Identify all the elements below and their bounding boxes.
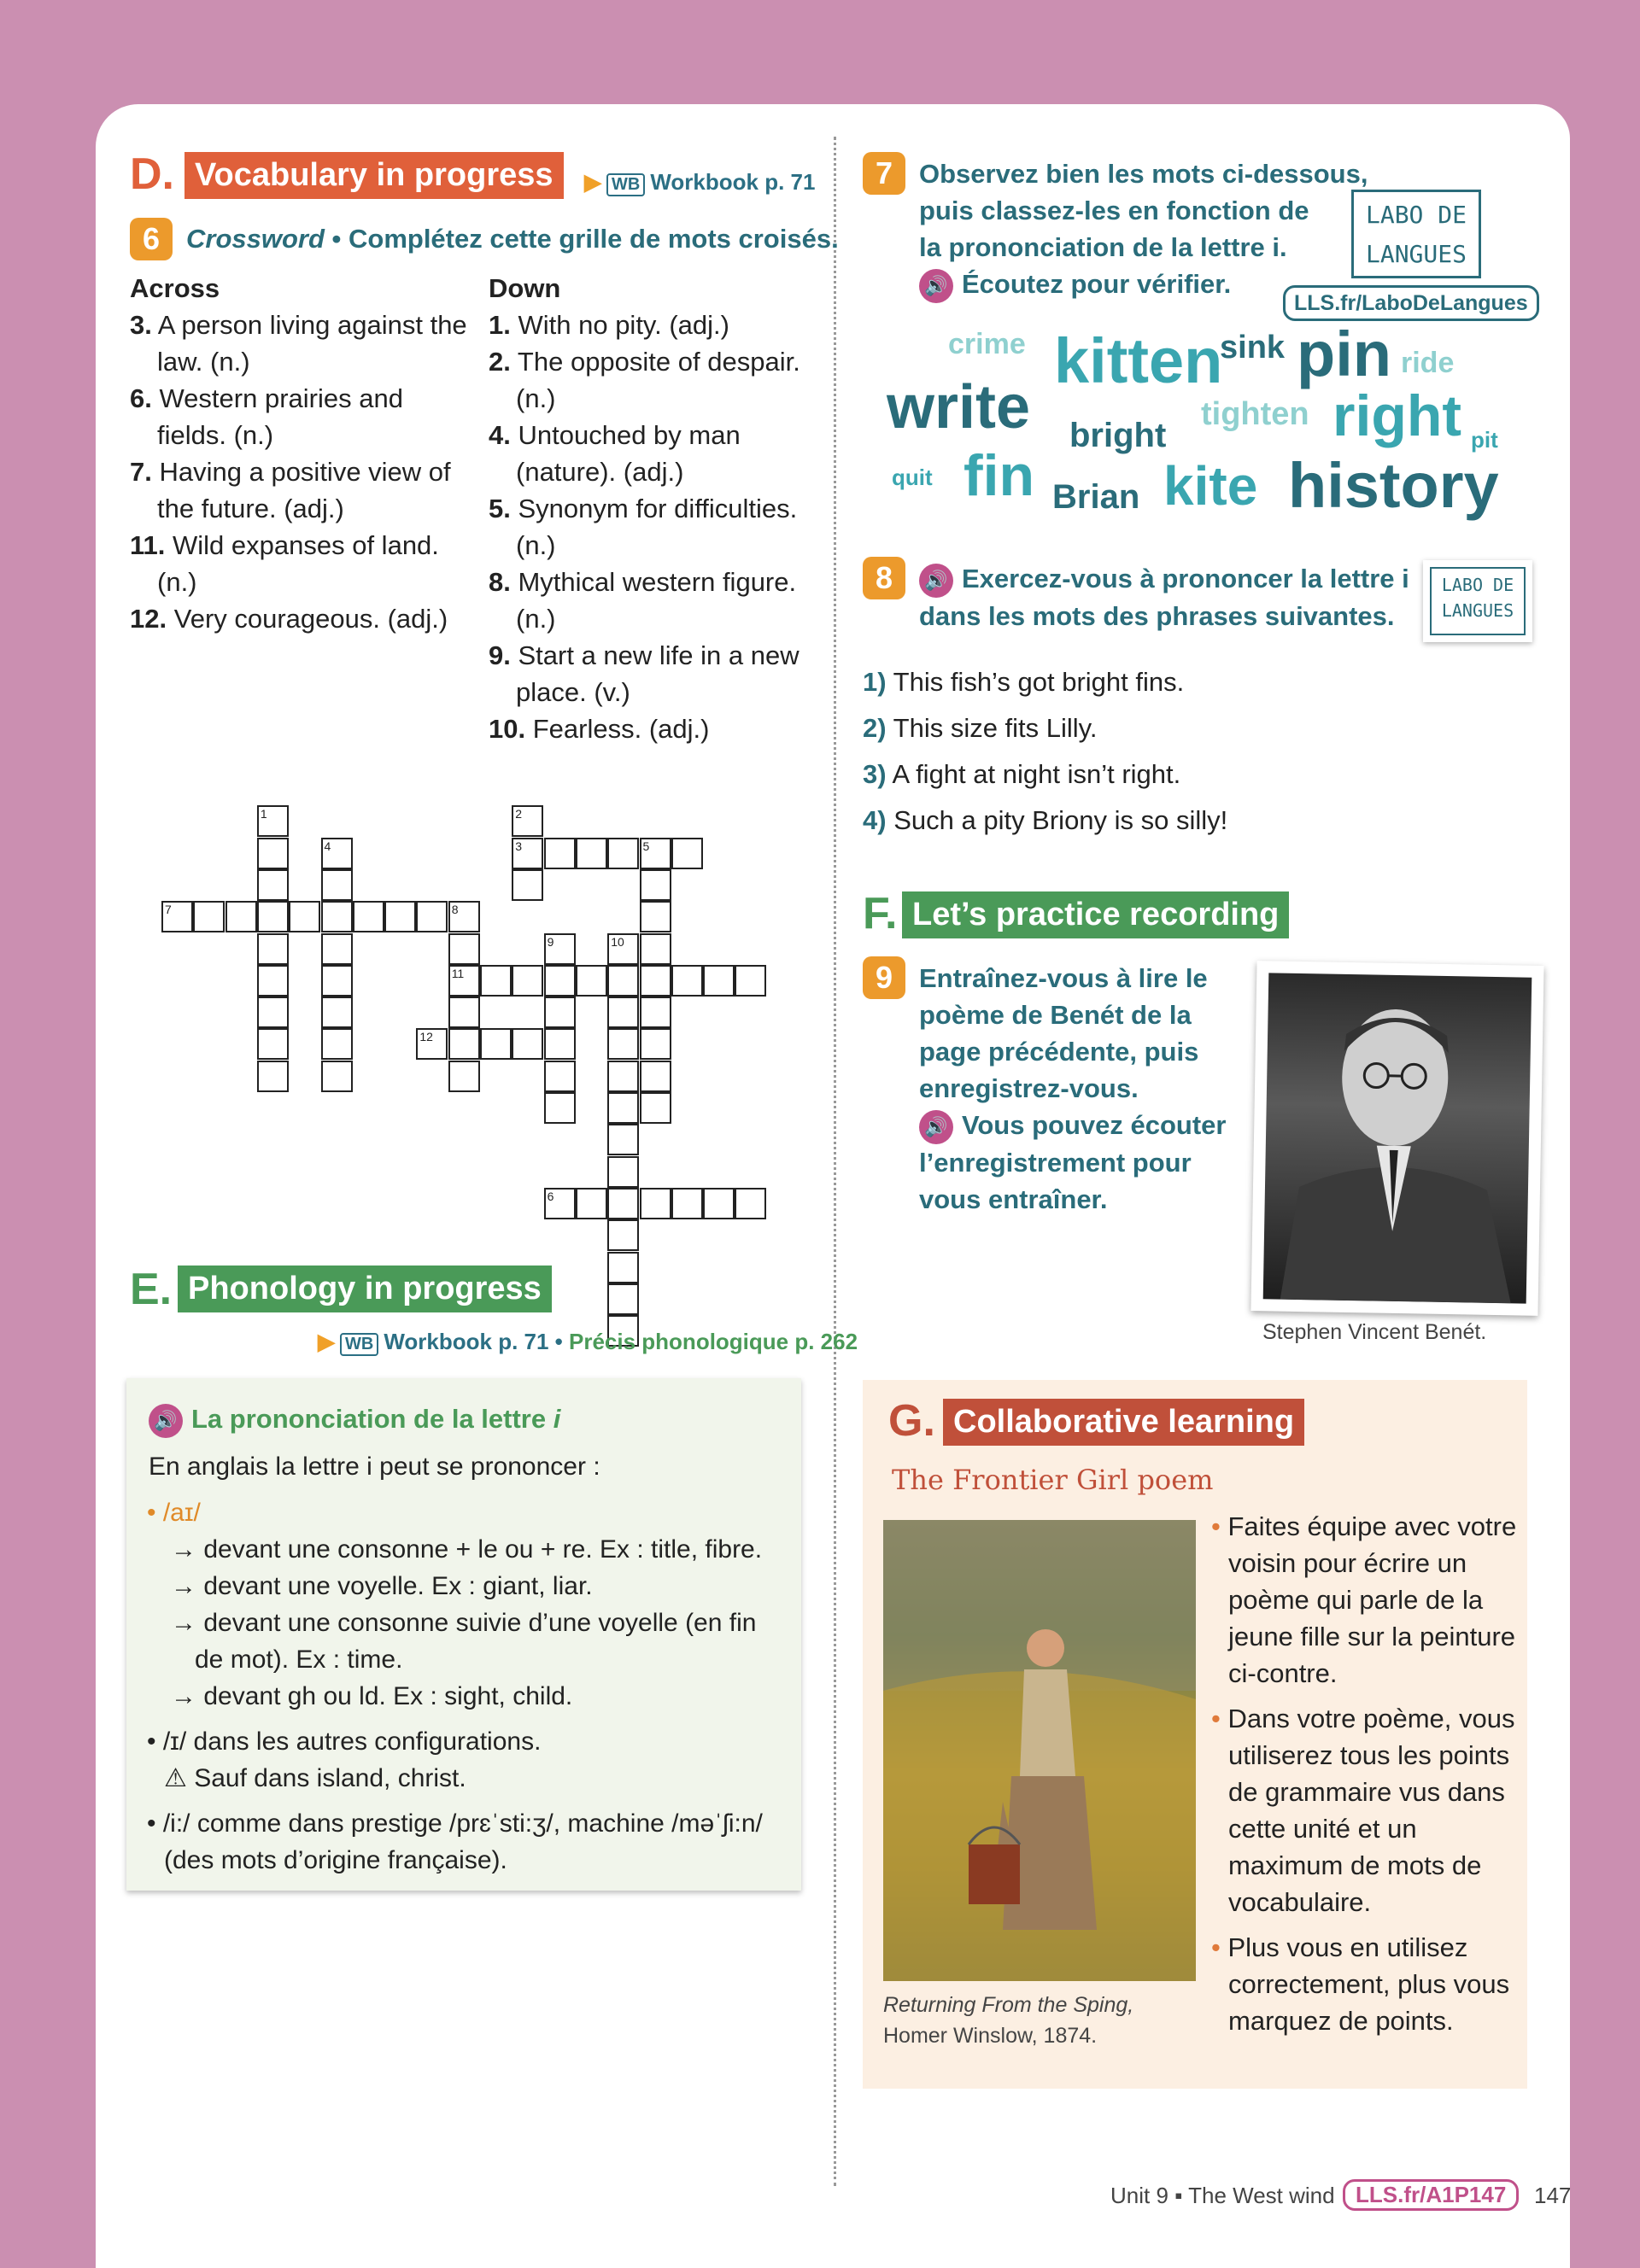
crossword-cell[interactable] (321, 1061, 353, 1092)
crossword-number: 12 (419, 1030, 433, 1044)
rule-ai: • /aɪ/ (147, 1499, 201, 1527)
crossword-cell[interactable] (607, 1252, 639, 1283)
rule-ai-4: → devant gh ou ld. Ex : sight, child. (171, 1682, 573, 1710)
crossword-cell[interactable] (544, 838, 576, 869)
word-tighten: tighten (1201, 396, 1309, 432)
crossword-cell[interactable] (607, 1219, 639, 1251)
crossword-cell[interactable] (671, 965, 703, 997)
crossword-cell[interactable] (321, 933, 353, 965)
crossword-cell[interactable] (671, 838, 703, 869)
rule-ai-1: → devant une consonne + le ou + re. Ex : title, fibre. (171, 1535, 763, 1564)
crossword-cell[interactable] (640, 1061, 671, 1092)
section-d-title: Vocabulary in progress (184, 152, 564, 199)
instruction-bullet-3: • Plus vous en utilisez correctement, plus vous marquez de points. (1211, 1932, 1510, 2036)
word-quit: quit (892, 465, 933, 490)
speaker-icon[interactable]: 🔊 (919, 1110, 953, 1144)
phonology-rules (147, 1494, 779, 1879)
exercise-7-instruction: Observez bien les mots ci-dessous, puis classez-les en fonction de la prononciation de la lettre i. 🔊 Écoutez pour vérifier. (919, 155, 1368, 303)
crossword-cell[interactable] (544, 965, 576, 997)
word-sink: sink (1220, 330, 1286, 365)
crossword-cell[interactable] (703, 1188, 735, 1219)
exercise-8-sentences (863, 659, 1227, 844)
crossword-number: 11 (451, 966, 465, 980)
footer-link[interactable]: LLS.fr/A1P147 (1343, 2179, 1519, 2211)
sentence-1: 1) This fish’s got bright fins. (863, 667, 1185, 697)
workbook-icon: WB (606, 173, 645, 196)
crossword-cell[interactable] (640, 869, 671, 901)
rule-i-short: • /ɪ/ dans les autres configurations. (147, 1727, 542, 1756)
section-g-title: Collaborative learning (943, 1399, 1304, 1446)
rule-ai-2: → devant une voyelle. Ex : giant, liar. (171, 1572, 593, 1600)
crossword-cell[interactable] (257, 965, 289, 997)
crossword-number: 1 (260, 807, 267, 821)
labo-link[interactable]: LLS.fr/LaboDeLangues (1283, 285, 1539, 321)
sentence-2: 2) This size fits Lilly. (863, 713, 1098, 743)
across-header: Across (130, 273, 220, 303)
word-write: write (887, 373, 1031, 441)
clue-down-8: 8. Mythical western figure. (n.) (489, 567, 797, 634)
section-f-title: Let’s practice recording (902, 891, 1289, 938)
crossword-cell[interactable] (448, 1061, 480, 1092)
crossword-cell[interactable] (257, 1061, 289, 1092)
crossword-number: 5 (642, 839, 650, 853)
crossword-cell[interactable] (353, 901, 384, 932)
crossword-cell[interactable] (607, 965, 639, 997)
crossword-cell[interactable] (640, 933, 671, 965)
crossword-cell[interactable] (607, 1283, 639, 1315)
crossword-cell[interactable] (257, 933, 289, 965)
labo-de-langues-logo: LABO DE LANGUES (1351, 190, 1481, 278)
crossword-cell[interactable] (448, 1028, 480, 1060)
crossword-cell[interactable] (257, 901, 289, 932)
clue-across-3: 3. A person living against the law. (n.) (130, 310, 467, 377)
clue-across-11: 11. Wild expanses of land. (n.) (130, 530, 439, 597)
portrait-photo (1250, 961, 1543, 1316)
workbook-link-d[interactable]: ▶ WB Workbook p. 71 (584, 169, 816, 195)
rule-exception: ⚠ Sauf dans island, christ. (164, 1764, 466, 1792)
section-g-letter: G. (888, 1396, 935, 1446)
crossword-number: 2 (515, 807, 523, 821)
crossword-cell[interactable] (640, 965, 671, 997)
crossword-cell[interactable] (321, 1028, 353, 1060)
crossword-cell[interactable] (671, 1188, 703, 1219)
down-clues (489, 270, 813, 747)
section-e-title: Phonology in progress (178, 1266, 552, 1312)
speaker-icon[interactable]: 🔊 (919, 269, 953, 303)
play-triangle-icon: ▶ (318, 1329, 335, 1354)
crossword-cell[interactable] (544, 1092, 576, 1124)
phonology-box-title: 🔊 La prononciation de la lettre i (149, 1404, 560, 1438)
exercise-6-badge: 6 (130, 218, 173, 260)
footer-unit: Unit 9 ▪ The West wind (1110, 2183, 1335, 2208)
sentence-3: 3) A fight at night isn’t right. (863, 759, 1181, 789)
across-clues (130, 270, 472, 637)
instruction-bullet-2: • Dans votre poème, vous utiliserez tous les points de grammaire vus dans cette unité et un maximum de mots de vocabulaire. (1211, 1704, 1515, 1917)
crossword-cell[interactable] (321, 997, 353, 1028)
crossword-cell[interactable] (607, 997, 639, 1028)
crossword-cell[interactable] (576, 1188, 607, 1219)
crossword-cell[interactable] (289, 901, 320, 932)
phonology-intro: En anglais la lettre i peut se prononcer : (149, 1453, 600, 1481)
exercise-6-instruction: Crossword • Complétez cette grille de mots croisés. (186, 224, 839, 254)
clue-down-1: 1. With no pity. (adj.) (489, 310, 729, 340)
clue-down-9: 9. Start a new life in a new place. (v.) (489, 640, 800, 707)
exercise-7-badge: 7 (863, 152, 905, 195)
column-divider (834, 137, 836, 2186)
crossword-cell[interactable] (544, 1061, 576, 1092)
word-crime: crime (948, 328, 1026, 360)
crossword-cell[interactable] (257, 997, 289, 1028)
crossword-cell[interactable] (416, 901, 448, 932)
clue-across-6: 6. Western prairies and fields. (n.) (130, 383, 403, 450)
word-kitten: kitten (1054, 325, 1223, 396)
crossword-cell[interactable] (607, 1028, 639, 1060)
crossword-cell[interactable] (512, 869, 543, 901)
section-e-letter: E. (130, 1265, 173, 1314)
word-right: right (1332, 383, 1462, 448)
crossword-cell[interactable] (607, 1092, 639, 1124)
photo-caption: Stephen Vincent Benét. (1262, 1320, 1487, 1344)
word-ride: ride (1401, 347, 1455, 379)
crossword-cell[interactable] (735, 965, 766, 997)
down-header: Down (489, 273, 561, 303)
section-d-letter: D. (130, 149, 174, 199)
clue-down-4: 4. Untouched by man (nature). (adj.) (489, 420, 741, 487)
crossword-number: 6 (547, 1189, 554, 1203)
crossword-cell[interactable] (607, 1061, 639, 1092)
clue-down-5: 5. Synonym for difficulties. (n.) (489, 494, 798, 560)
crossword-cell[interactable] (576, 965, 607, 997)
labo-badge[interactable] (1423, 560, 1532, 642)
crossword-cell[interactable] (607, 1188, 639, 1219)
crossword-cell[interactable] (226, 901, 257, 932)
crossword-cell[interactable] (480, 965, 512, 997)
crossword-cell[interactable] (257, 869, 289, 901)
crossword-number: 9 (547, 934, 554, 949)
crossword-number: 7 (165, 903, 172, 917)
exercise-8-badge: 8 (863, 557, 905, 599)
crossword-cell[interactable] (321, 901, 353, 932)
painting-figure (883, 1520, 1196, 1981)
crossword-number: 8 (451, 903, 459, 917)
crossword-number: 4 (324, 839, 331, 853)
speaker-icon[interactable]: 🔊 (919, 564, 953, 598)
crossword-cell[interactable] (257, 1028, 289, 1060)
crossword-cell[interactable] (640, 1092, 671, 1124)
crossword-number: 3 (515, 839, 523, 853)
crossword-cell[interactable] (321, 869, 353, 901)
crossword-cell[interactable] (735, 1188, 766, 1219)
labo-badge-text: LABO DE LANGUES (1430, 567, 1526, 635)
crossword-cell[interactable] (703, 965, 735, 997)
word-fin: fin (964, 443, 1035, 508)
clue-down-10: 10. Fearless. (adj.) (489, 714, 710, 744)
crossword-cell[interactable] (640, 1028, 671, 1060)
section-g-subtitle: The Frontier Girl poem (892, 1464, 1214, 1496)
crossword-cell[interactable] (321, 965, 353, 997)
word-pin: pin (1297, 319, 1391, 389)
crossword-cell[interactable] (607, 1156, 639, 1188)
word-brian: Brian (1052, 478, 1140, 516)
clue-down-2: 2. The opposite of despair. (n.) (489, 347, 800, 413)
painting-image (883, 1520, 1196, 1981)
portrait-figure (1263, 973, 1532, 1303)
word-bright: bright (1069, 417, 1167, 454)
crossword-cell[interactable] (544, 1028, 576, 1060)
crossword-cell[interactable] (640, 997, 671, 1028)
speaker-icon[interactable]: 🔊 (149, 1404, 183, 1438)
word-history: history (1288, 450, 1499, 521)
crossword-cell[interactable] (257, 838, 289, 869)
crossword-cell[interactable] (384, 901, 416, 932)
crossword-cell[interactable] (576, 838, 607, 869)
workbook-icon: WB (340, 1333, 378, 1356)
crossword-cell[interactable] (480, 1028, 512, 1060)
section-g-instructions (1211, 1508, 1519, 2048)
workbook-link-e[interactable]: ▶ WB Workbook p. 71 • Précis phonologique p. 262 (318, 1329, 858, 1354)
crossword-cell[interactable] (607, 1124, 639, 1155)
exercise-8-instruction: 🔊 Exercez-vous à prononcer la lettre i dans les mots des phrases suivantes. (919, 564, 1409, 631)
crossword-cell[interactable] (640, 901, 671, 932)
crossword-cell[interactable] (512, 1028, 543, 1060)
crossword-number: 10 (611, 934, 624, 949)
play-triangle-icon: ▶ (584, 169, 601, 195)
crossword-cell[interactable] (512, 965, 543, 997)
sentence-4: 4) Such a pity Briony is so silly! (863, 805, 1228, 835)
painting-caption: Returning From the Sping, Homer Winslow, 1874. (883, 1993, 1134, 2048)
crossword-cell[interactable] (640, 1188, 671, 1219)
word-pit: pit (1471, 427, 1498, 453)
crossword-cell[interactable] (607, 838, 639, 869)
word-kite: kite (1163, 455, 1258, 517)
crossword-cell[interactable] (448, 933, 480, 965)
crossword-cell[interactable] (193, 901, 225, 932)
clue-across-7: 7. Having a positive view of the future. (adj.) (130, 457, 451, 523)
clue-across-12: 12. Very courageous. (adj.) (130, 604, 448, 634)
instruction-bullet-1: • Faites équipe avec votre voisin pour écrire un poème qui parle de la jeune fille sur la peinture ci-contre. (1211, 1511, 1517, 1688)
exercise-9-badge: 9 (863, 956, 905, 999)
exercise-9-instruction: Entraînez-vous à lire le poème de Benét de la page précédente, puis enregistrez-vous. 🔊 Vous pouvez écouter l’enregistrement pour vous entraîner. (919, 963, 1227, 1214)
crossword-cell[interactable] (544, 997, 576, 1028)
rule-i-long: • /i:/ comme dans prestige /prɛˈsti:ʒ/, machine /məˈʃi:n/ (des mots d’origine française). (147, 1809, 763, 1874)
section-f-letter: F. (863, 889, 898, 938)
crossword-cell[interactable] (448, 997, 480, 1028)
page-number: 147 (1534, 2183, 1572, 2208)
rule-ai-3: → devant une consonne suivie d’une voyelle (en fin de mot). Ex : time. (171, 1609, 757, 1674)
